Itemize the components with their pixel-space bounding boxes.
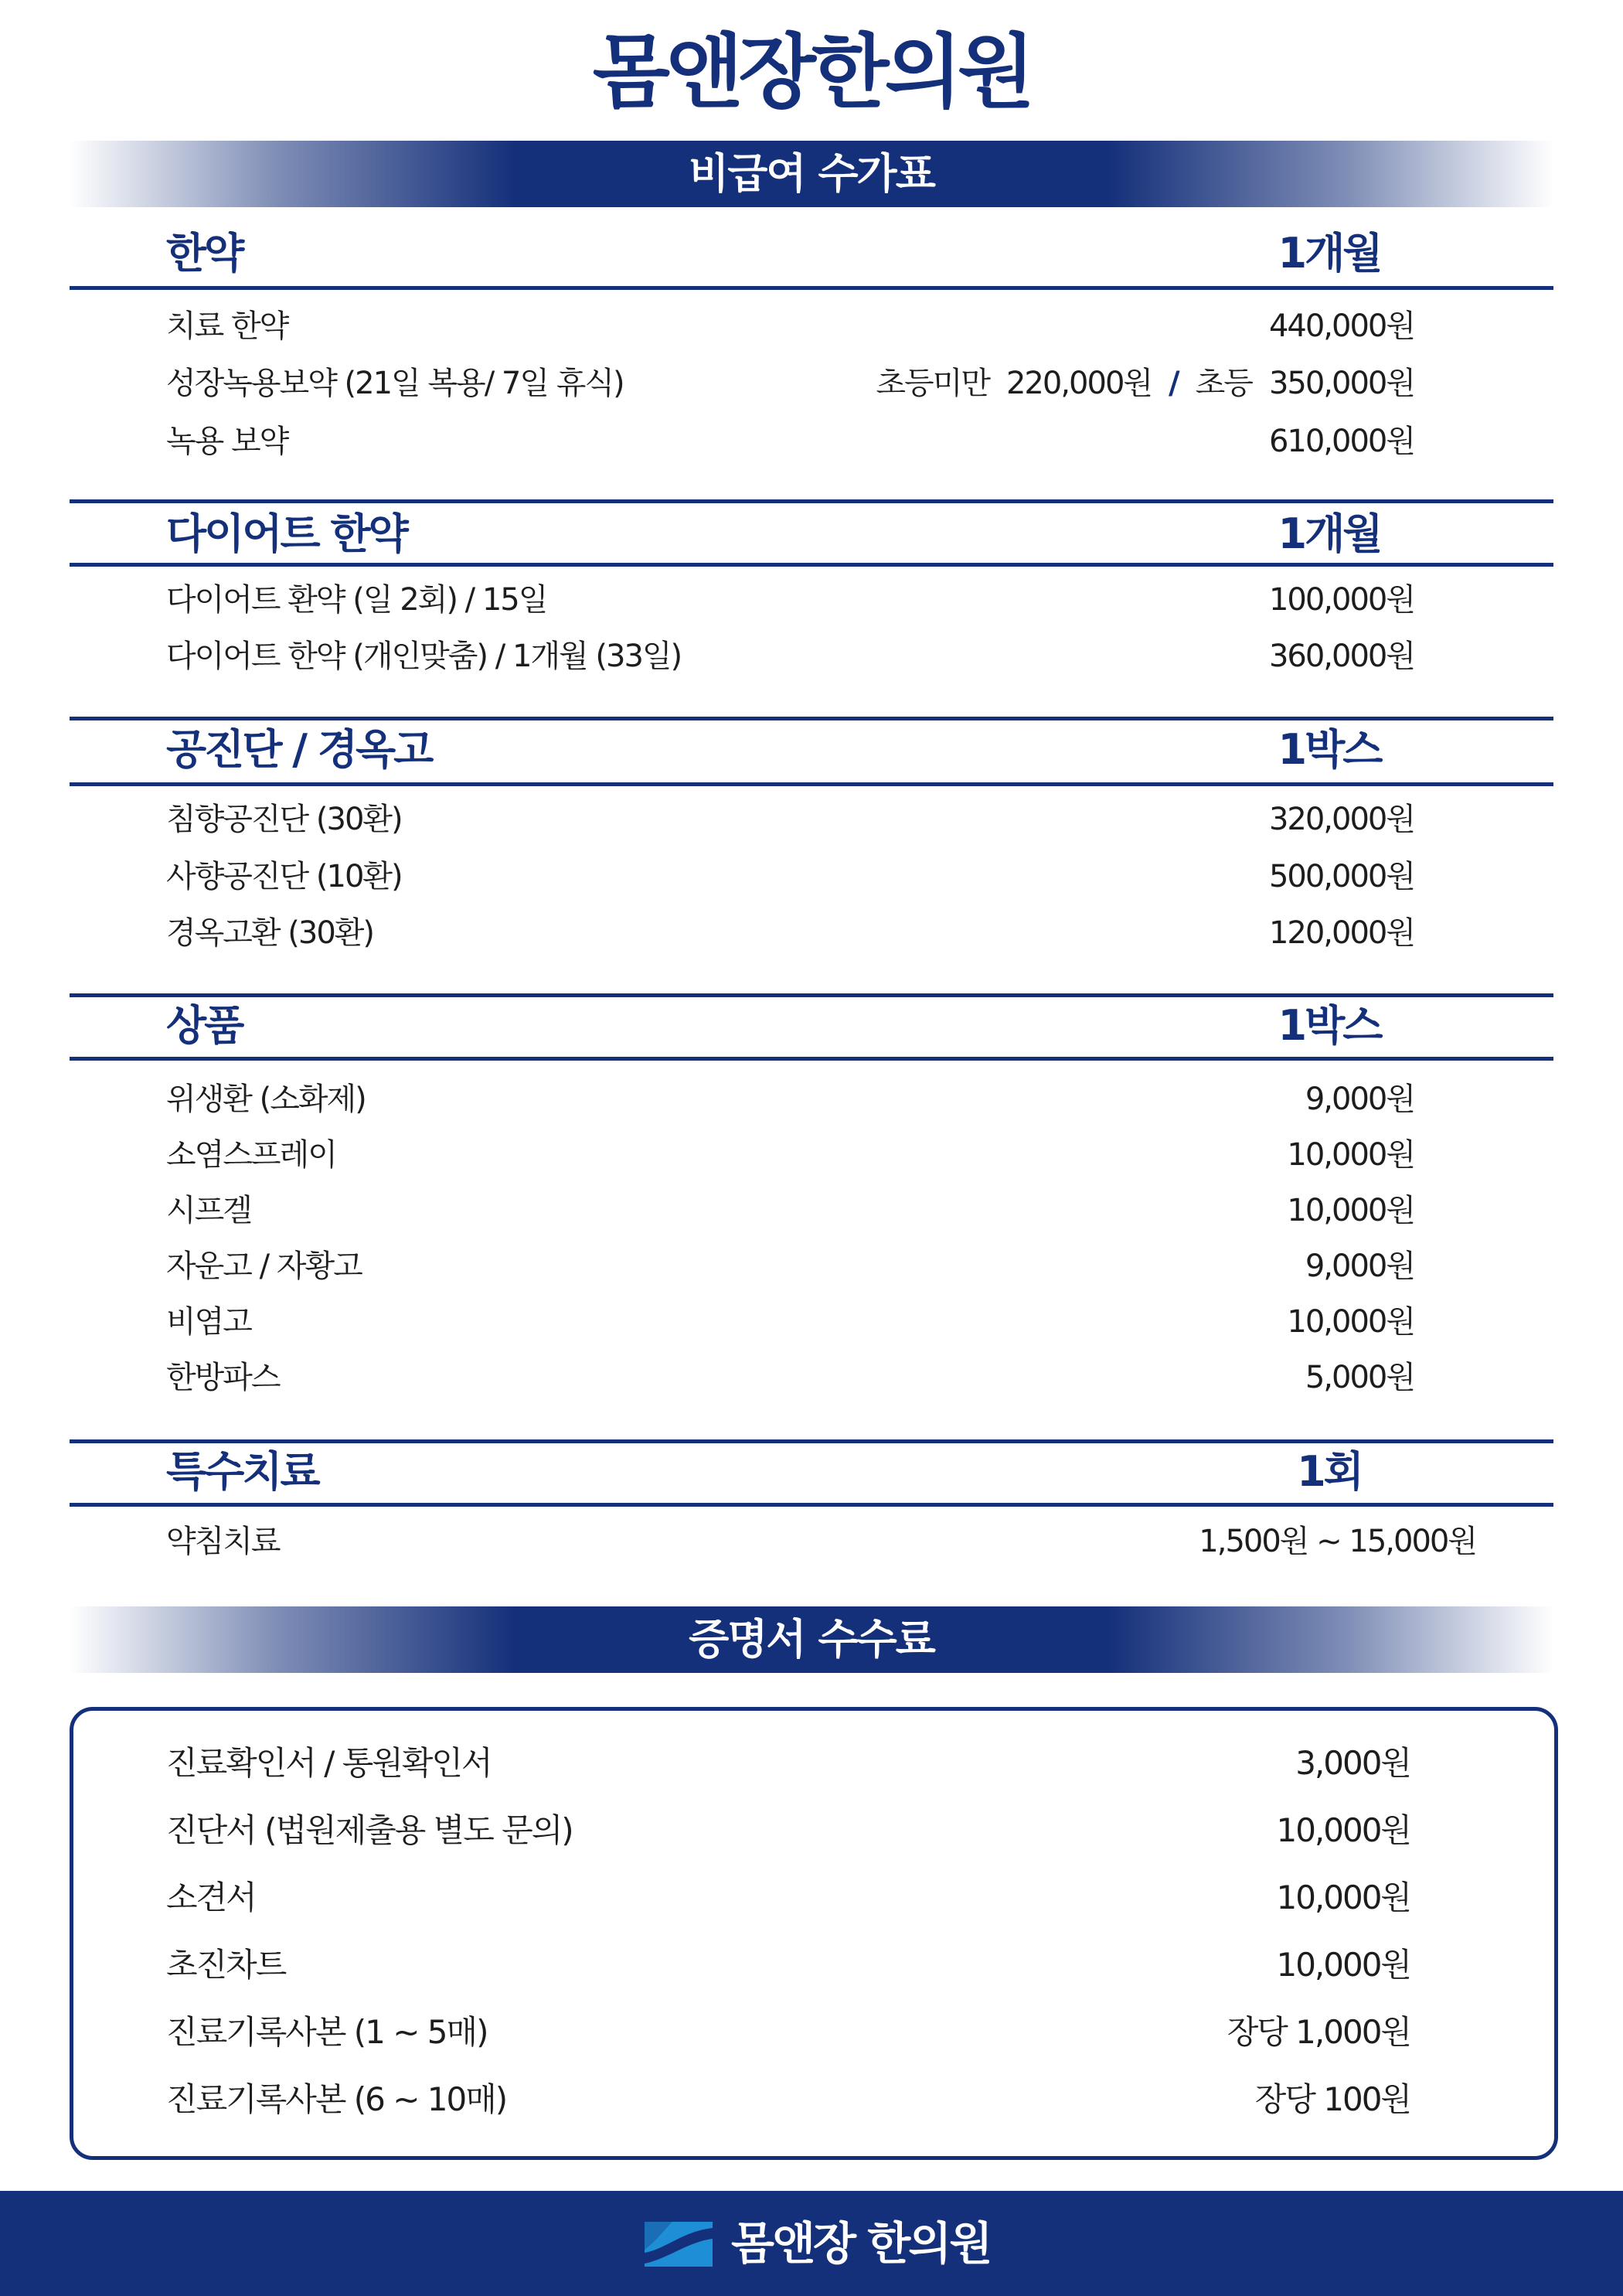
section-divider [70, 1057, 1553, 1061]
section-unit: 1박스 [1278, 725, 1381, 774]
item-price: 10,000원 [1287, 1193, 1414, 1228]
section-title: 다이어트 한약 [166, 509, 407, 558]
item-label: 다이어트 환약 (일 2회) / 15일 [166, 582, 547, 618]
certificate-label: 소견서 [166, 1879, 256, 1916]
item-price: 10,000원 [1287, 1137, 1414, 1173]
certificate-label: 진료확인서 / 통원확인서 [166, 1744, 492, 1782]
certificate-price: 장당 1,000원 [1227, 2013, 1410, 2051]
section-unit: 1회 [1297, 1447, 1362, 1496]
growth-tonic-prices [876, 363, 1414, 404]
price-tier-value: 350,000원 [1268, 366, 1414, 401]
item-price: 1,500원 ~ 15,000원 [1199, 1524, 1476, 1559]
certificate-label: 진단서 (법원제출용 별도 문의) [166, 1811, 573, 1849]
page-title: 몸앤장한의원 [592, 25, 1031, 119]
certificate-label: 초진차트 [166, 1946, 286, 1984]
item-price: 360,000원 [1268, 639, 1414, 674]
section-divider [70, 499, 1553, 503]
item-price: 100,000원 [1268, 582, 1414, 618]
section-divider [70, 782, 1553, 786]
price-separator: / [1169, 366, 1179, 401]
item-label: 위생환 (소화제) [166, 1082, 366, 1117]
item-price: 9,000원 [1305, 1248, 1414, 1284]
footer-clinic-name: 몸앤장 한의원 [731, 2217, 991, 2270]
clinic-logo-icon [641, 2219, 716, 2270]
item-price: 320,000원 [1268, 802, 1414, 837]
item-label: 비염고 [166, 1304, 251, 1340]
certificate-price: 3,000원 [1295, 1744, 1410, 1782]
item-price: 10,000원 [1287, 1304, 1414, 1340]
certificate-price: 10,000원 [1276, 1946, 1410, 1984]
section-divider [70, 563, 1553, 567]
item-label: 소염스프레이 [166, 1137, 336, 1173]
item-label: 경옥고환 (30환) [166, 915, 374, 951]
certificate-price: 장당 100원 [1254, 2080, 1410, 2118]
section-divider [70, 1503, 1553, 1507]
item-label: 자운고 / 자황고 [166, 1248, 362, 1284]
price-tier-label: 초등미만 [876, 366, 989, 401]
section-title: 상품 [166, 1001, 243, 1050]
section-divider [70, 993, 1553, 997]
certificate-price: 10,000원 [1276, 1879, 1410, 1916]
section-title: 공진단 / 경옥고 [166, 725, 432, 774]
price-tier-value: 220,000원 [1005, 366, 1152, 401]
item-price: 9,000원 [1305, 1082, 1414, 1117]
item-label: 치료 한약 [166, 308, 288, 344]
item-price: 440,000원 [1268, 308, 1414, 344]
item-label: 사향공진단 (10환) [166, 859, 402, 894]
item-price: 120,000원 [1268, 915, 1414, 951]
item-price: 500,000원 [1268, 859, 1414, 894]
section-divider [70, 286, 1553, 290]
item-label: 침향공진단 (30환) [166, 802, 402, 837]
section-divider [70, 1439, 1553, 1443]
item-label: 다이어트 한약 (개인맞춤) / 1개월 (33일) [166, 639, 682, 674]
certificate-label: 진료기록사본 (6 ~ 10매) [166, 2080, 507, 2118]
section-unit: 1개월 [1278, 229, 1381, 278]
footer-bar [0, 2191, 1623, 2296]
section-unit: 1박스 [1278, 1001, 1381, 1050]
item-label: 약침치료 [166, 1524, 280, 1559]
certificate-fee-banner: 증명서 수수료 [70, 1606, 1553, 1673]
item-label: 시프겔 [166, 1193, 251, 1228]
certificate-label: 진료기록사본 (1 ~ 5매) [166, 2013, 488, 2051]
section-unit: 1개월 [1278, 509, 1381, 558]
section-divider [70, 717, 1553, 720]
fee-table-banner: 비급여 수가표 [70, 141, 1553, 207]
section-title: 한약 [166, 229, 243, 278]
item-price: 5,000원 [1305, 1360, 1414, 1395]
item-label: 한방파스 [166, 1360, 280, 1395]
item-price: 610,000원 [1268, 424, 1414, 459]
price-tier-label: 초등 [1195, 366, 1252, 401]
item-label: 녹용 보약 [166, 424, 288, 459]
section-title: 특수치료 [166, 1447, 318, 1496]
item-label: 성장녹용보약 (21일 복용/ 7일 휴식) [166, 366, 624, 401]
certificate-price: 10,000원 [1276, 1811, 1410, 1849]
